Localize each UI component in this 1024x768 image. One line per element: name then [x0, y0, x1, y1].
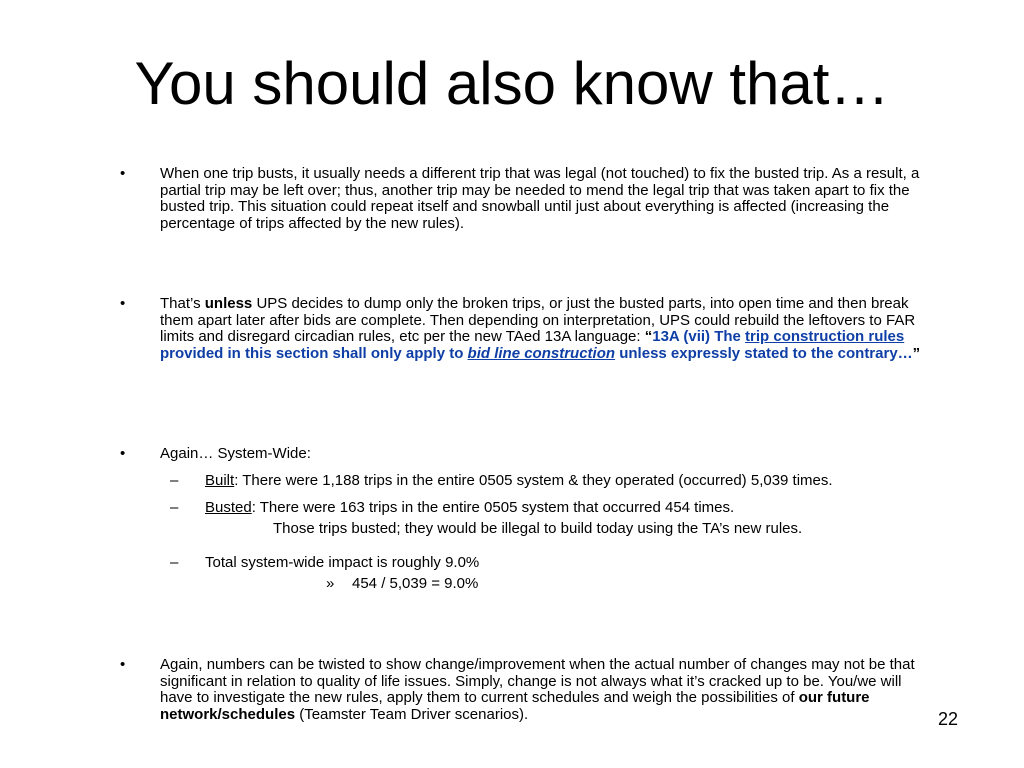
- quote-text-c: unless expressly stated to the contrary…: [615, 344, 913, 362]
- sub-bullet-built: [170, 472, 935, 489]
- bullet-numbers-twisted: [120, 656, 930, 723]
- bullet-text-post: (Teamster Team Driver scenarios).: [295, 705, 529, 723]
- dash-marker: –: [170, 499, 179, 516]
- bullet-text-pre: Again, numbers can be twisted to show change/improvement when the actual number of changes may not be that significant in relation to quality of life issues. Simply, change is not always what it’s cracked up to be. You/we will have to investigate the new rules, apply them to current schedules and weigh the possibilities of: [160, 656, 915, 706]
- quote-link-construction[interactable]: construction: [520, 344, 616, 362]
- impact-text: Total system-wide impact is roughly 9.0%: [205, 554, 480, 571]
- bullet-system-wide: [120, 445, 930, 463]
- built-text: : There were 1,188 trips in the entire 0505 system & they operated (occurred) 5,039 times.: [234, 472, 833, 489]
- bullet-text-unless: unless: [204, 295, 253, 312]
- bullet-marker: •: [120, 295, 126, 312]
- bullet-marker: •: [120, 445, 126, 462]
- slide-title: You should also know that…: [134, 50, 890, 117]
- bullet-text-pre: That’s: [160, 295, 205, 312]
- calc-marker: »: [326, 575, 335, 592]
- bullet-marker: •: [120, 656, 126, 673]
- busted-note: Those trips busted; they would be illegal to build today using the TA’s new rules.: [273, 520, 803, 537]
- bullet-marker: •: [120, 165, 126, 182]
- quote-italic-bid-line: bid line: [467, 344, 521, 362]
- dash-marker: –: [170, 554, 179, 571]
- sub-bullet-impact: [170, 554, 935, 571]
- bullet-unless-ups: [120, 295, 930, 362]
- busted-text: : There were 163 trips in the entire 0505 system that occurred 454 times.: [251, 499, 735, 516]
- quote-text-a: 13A (vii) The: [652, 328, 746, 345]
- bullet-text: When one trip busts, it usually needs a different trip that was legal (not touched) to fix the busted trip. As a result, a partial trip may be left over; thus, another trip may be needed to mend the legal trip that was taken apart to fix the busted trip. This situation could repeat itself and snowball until just about everything is affected (increasing the percentage of trips affected by the new rules).: [160, 165, 920, 232]
- close-quote: ”: [912, 344, 921, 362]
- bullet-text-future-network: our future network/schedules: [160, 689, 870, 723]
- quote-link-trip-construction-rules[interactable]: trip construction rules: [745, 328, 905, 345]
- open-quote: “: [644, 328, 653, 345]
- bullet-text-mid: UPS decides to dump only the broken trips, or just the busted parts, into open time and then break them apart later after bids are complete. Then depending on interpretation, UPS could rebuild the leftovers to FAR limits and disregard circadian rules, etc per the new TAed 13A language:: [160, 295, 916, 345]
- sub-bullet-busted: [170, 499, 935, 516]
- calc-text: 454 / 5,039 = 9.0%: [352, 575, 479, 592]
- bullet-text: Again… System-Wide:: [160, 445, 311, 462]
- busted-label: Busted: [205, 499, 252, 516]
- page-number: 22: [938, 709, 959, 729]
- bullet-trip-busts: [120, 165, 930, 232]
- dash-marker: –: [170, 472, 179, 489]
- quote-text-b: provided in this section shall only apply to: [160, 344, 468, 362]
- built-label: Built: [205, 472, 235, 489]
